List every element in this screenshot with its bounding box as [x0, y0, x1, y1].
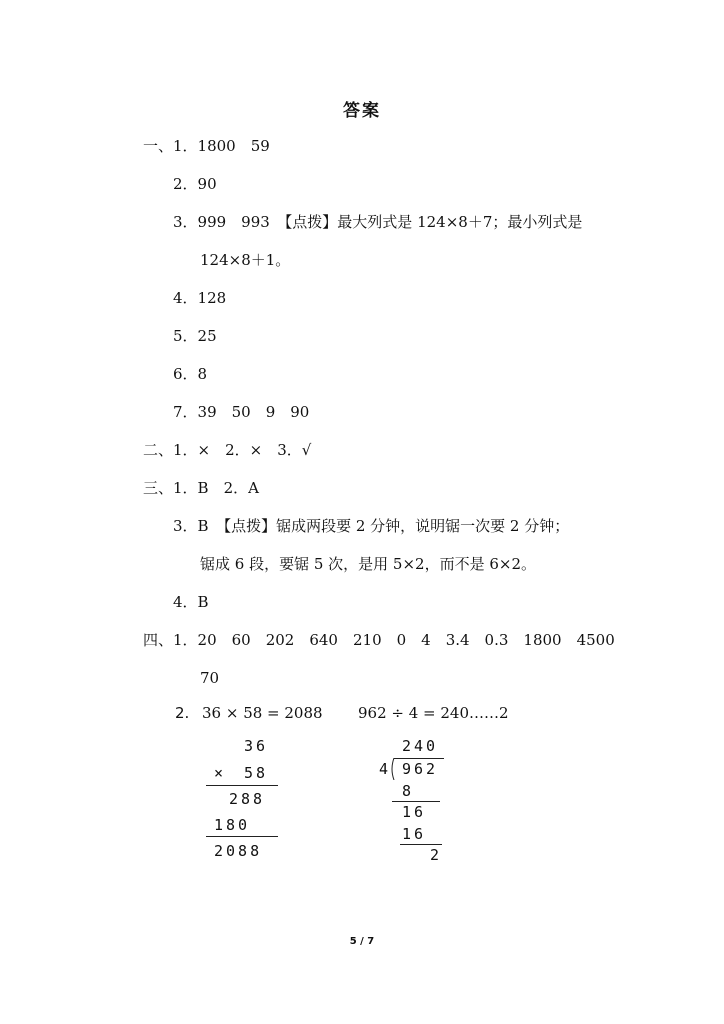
answer-1-3-cont: 124×8＋1。: [200, 251, 291, 269]
mult-rule-2: [206, 836, 278, 837]
mult-row-2: 58: [244, 764, 269, 782]
mult-row-5: 2088: [214, 842, 263, 860]
div-remainder: 2: [430, 846, 443, 864]
answer-3-1: 三、1．B 2．A: [143, 479, 259, 497]
div-rule-1: [392, 801, 440, 802]
mult-row-4: 180: [214, 816, 251, 834]
div-dividend: 962: [402, 760, 439, 778]
answer-1-5: 5．25: [173, 327, 217, 345]
answer-1-1: 一、1．1800 59: [143, 137, 270, 155]
div-rule-2: [400, 844, 442, 845]
answer-2: 二、1．× 2．× 3．√: [143, 441, 312, 459]
page-title: 答案: [343, 101, 381, 121]
mult-rule-1: [206, 785, 278, 786]
answer-1-3: 3．999 993 【点拨】最大列式是 124×8＋7；最小列式是: [173, 213, 583, 231]
page-number: 5 / 7: [349, 936, 375, 947]
mult-row-1: 36: [244, 737, 269, 755]
div-step-3: 16: [402, 825, 427, 843]
answer-3-3: 3．B 【点拨】锯成两段要 2 分钟，说明锯一次要 2 分钟；: [173, 517, 570, 535]
equation-division: 962 ÷ 4 = 240……2: [358, 704, 509, 722]
div-bar: [394, 758, 444, 759]
answer-4-1-cont: 70: [200, 669, 220, 687]
div-quotient: 240: [402, 737, 439, 755]
answer-1-2: 2．90: [173, 175, 217, 193]
div-step-1: 8: [402, 782, 415, 800]
answer-1-4: 4．128: [173, 289, 227, 307]
answer-1-6: 6．8: [173, 365, 208, 383]
answer-4-1: 四、1．20 60 202 640 210 0 4 3.4 0.3 1800 4500: [143, 631, 615, 649]
div-step-2: 16: [402, 803, 427, 821]
div-divisor: 4: [379, 760, 392, 778]
answer-3-3-cont: 锯成 6 段，要锯 5 次，是用 5×2，而不是 6×2。: [200, 555, 537, 573]
item-2-number: 2.: [175, 704, 190, 722]
answer-1-7: 7．39 50 9 90: [173, 403, 310, 421]
answer-3-4: 4．B: [173, 593, 209, 611]
mult-row-3: 288: [229, 790, 266, 808]
mult-sign: ×: [214, 764, 227, 782]
equation-multiplication: 36 × 58 = 2088: [202, 704, 323, 722]
